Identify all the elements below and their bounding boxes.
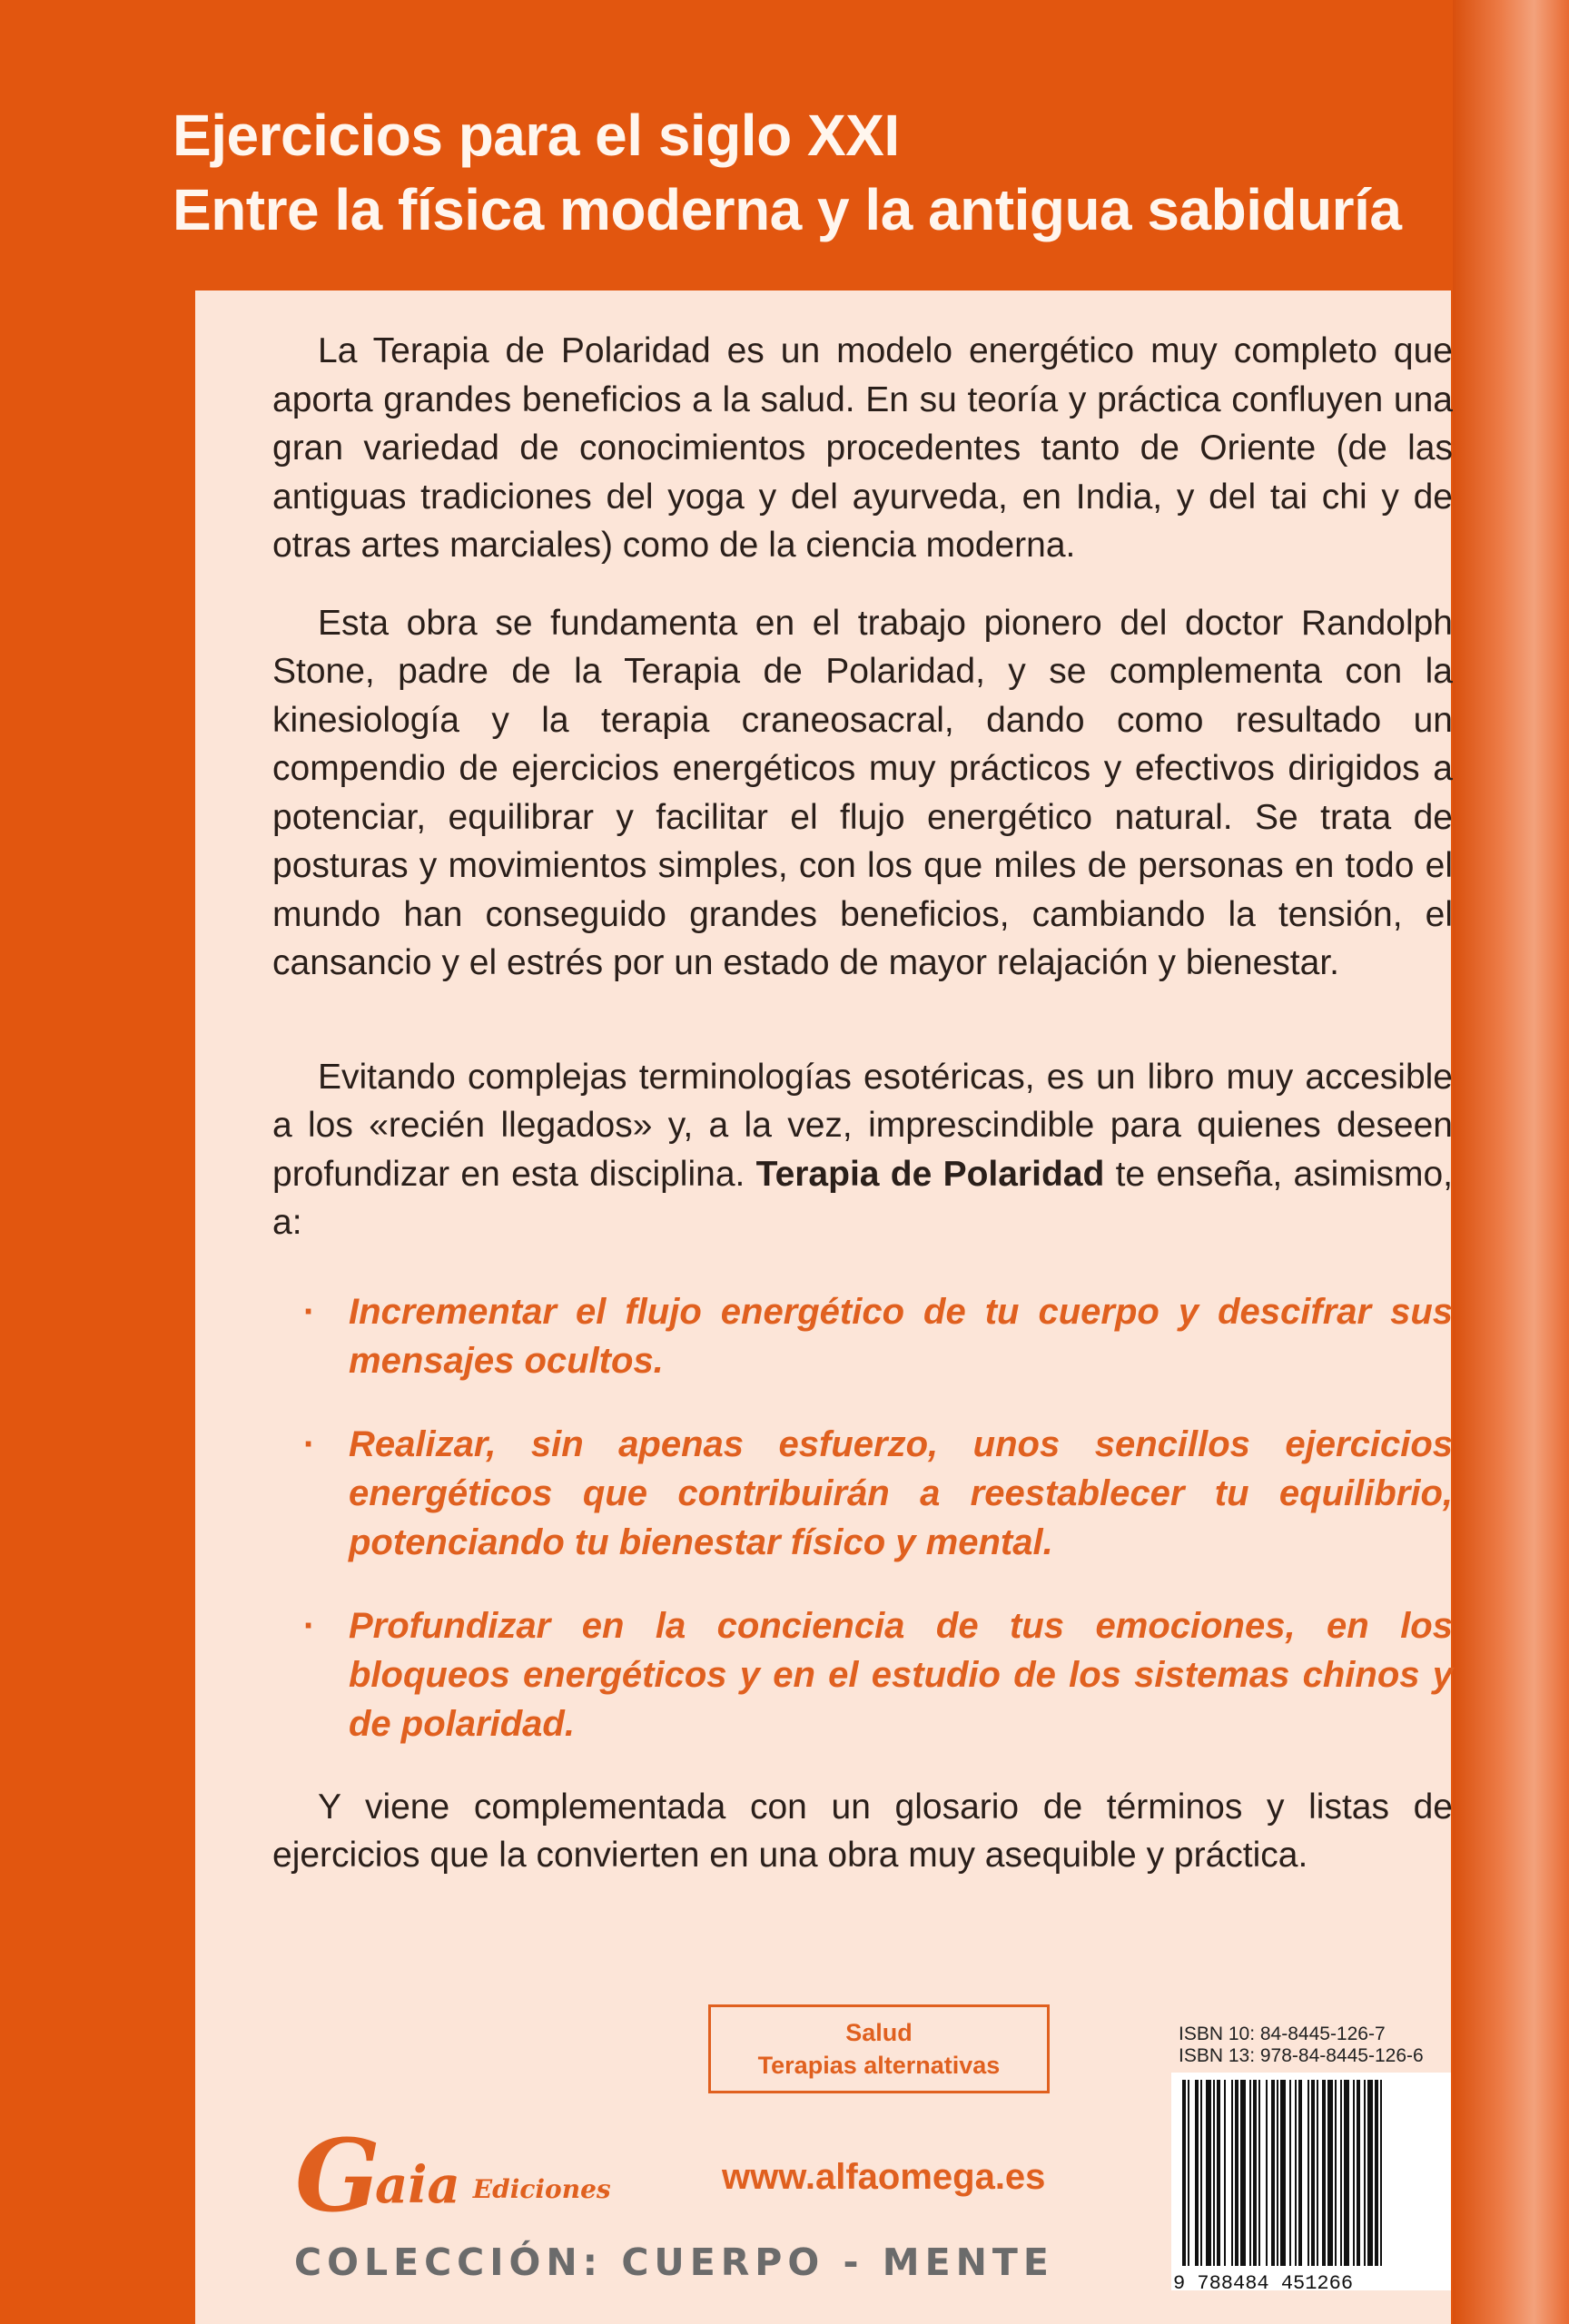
barcode-bar: [1253, 2080, 1257, 2266]
paragraph-2: Esta obra se fundamenta en el trabajo pionero del doctor Randolph Stone, padre de la Terapia de Polaridad, y se complementa con la kinesiología y la terapia craneosacral, dando como resultado un compendio de ejercicios energéticos muy prácticos y efectivos dirigidos a potenciar, equilibrar y facilitar el flujo energético natural. Se trata de posturas y movimientos simples, con los que miles de personas en todo el mundo han conseguido grandes beneficios, cambiando la tensión, el cansancio y el estrés por un estado de mayor relajación y bienestar.: [272, 603, 1453, 982]
benefit-list: [272, 1287, 1453, 1748]
barcode-bar: [1277, 2080, 1278, 2266]
barcode-bar: [1224, 2080, 1226, 2266]
barcode-bar: [1295, 2080, 1297, 2266]
barcode-bar: [1364, 2080, 1366, 2266]
category-line-2: Terapias alternativas: [757, 2052, 1001, 2079]
bullet-mark: ·: [303, 1605, 316, 1646]
barcode-bar: [1311, 2080, 1315, 2266]
publisher-imprint: Ediciones: [472, 2174, 611, 2204]
paragraph-1: La Terapia de Polaridad es un modelo energético muy completo que aporta grandes beneficios a la salud. En su teoría y práctica confluyen una gran variedad de conocimientos procedentes tanto de Oriente (de las antiguas tradiciones del yoga y del ayurveda, en India, y del tai chi y de otras artes marciales) como de la ciencia moderna.: [272, 331, 1453, 565]
paragraph-4: Y viene complementada con un glosario de términos y listas de ejercicios que la convierten en una obra muy asequible y práctica.: [272, 1787, 1453, 1875]
publisher-url[interactable]: www.alfaomega.es: [722, 2157, 1046, 2197]
barcode-bar: [1271, 2080, 1275, 2266]
paragraph-3: [272, 1053, 1453, 1247]
barcode-bar: [1266, 2080, 1268, 2266]
list-item-text: Incrementar el flujo energético de tu cuerpo y descifrar sus mensajes ocultos.: [349, 1291, 1453, 1381]
barcode-bar: [1308, 2080, 1309, 2266]
barcode-bars-icon: [1182, 2080, 1440, 2266]
category-box: [708, 2004, 1050, 2093]
barcode-bar: [1200, 2080, 1202, 2266]
barcode-bar: [1335, 2080, 1337, 2266]
barcode-bar: [1367, 2080, 1373, 2266]
barcode-bar: [1280, 2080, 1286, 2266]
paragraph-3-start: Evitando complejas terminologías esotéricas, es un libro muy accesible a los «recién llegados» y, a la vez, imprescindible para quienes deseen profundizar en esta disciplina.: [272, 1057, 1453, 1194]
barcode-bar: [1289, 2080, 1291, 2266]
barcode-bar: [1258, 2080, 1260, 2266]
barcode-bar: [1249, 2080, 1251, 2266]
header-line-1: Ejercicios para el siglo XXI: [173, 103, 900, 168]
bullet-mark: ·: [303, 1423, 316, 1464]
logo-letter: G: [295, 2117, 380, 2234]
paragraph-3-end: te enseña, asimismo, a:: [272, 1154, 1453, 1242]
back-cover-text: [272, 327, 1453, 1909]
barcode-bar: [1298, 2080, 1302, 2266]
category-line-1: Salud: [845, 2019, 913, 2046]
collection-label: COLECCIÓN: CUERPO - MENTE: [294, 2240, 1054, 2284]
barcode-bar: [1235, 2080, 1238, 2266]
barcode-bar: [1195, 2080, 1199, 2266]
isbn-10: ISBN 10: 84-8445-126-7: [1179, 2024, 1386, 2044]
list-item: [272, 1601, 1453, 1748]
barcode-bar: [1240, 2080, 1246, 2266]
barcode-bar: [1231, 2080, 1233, 2266]
barcode: [1171, 2073, 1451, 2295]
header-line-2: Entre la física moderna y la antigua sabiduría: [173, 177, 1402, 242]
barcode-bar: [1217, 2080, 1220, 2266]
barcode-bar: [1206, 2080, 1211, 2266]
barcode-bar: [1353, 2080, 1355, 2266]
barcode-bar: [1188, 2080, 1189, 2266]
list-item: [272, 1420, 1453, 1567]
barcode-bar: [1375, 2080, 1378, 2266]
barcode-bar: [1182, 2080, 1186, 2266]
isbn-13: ISBN 13: 978-84-8445-126-6: [1179, 2045, 1424, 2066]
barcode-bar: [1340, 2080, 1342, 2266]
list-item: [272, 1287, 1453, 1385]
bullet-mark: ·: [303, 1291, 316, 1332]
logo-word: aia: [374, 2155, 460, 2215]
barcode-bar: [1357, 2080, 1360, 2266]
barcode-bar: [1327, 2080, 1333, 2266]
spine-edge: [1453, 0, 1569, 2324]
barcode-digits: 9 788484 451266: [1173, 2272, 1354, 2295]
barcode-bar: [1344, 2080, 1349, 2266]
barcode-bar: [1380, 2080, 1382, 2266]
isbn-block: [1179, 2024, 1424, 2067]
book-title-inline: Terapia de Polaridad: [755, 1154, 1105, 1194]
barcode-bar: [1322, 2080, 1326, 2266]
publisher-logo: [295, 2117, 611, 2234]
cover-header: [173, 98, 1462, 247]
barcode-bar: [1213, 2080, 1215, 2266]
list-item-text: Profundizar en la conciencia de tus emociones, en los bloqueos energéticos y en el estudio de los sistemas chinos y de polaridad.: [349, 1605, 1453, 1744]
barcode-bar: [1317, 2080, 1318, 2266]
list-item-text: Realizar, sin apenas esfuerzo, unos sencillos ejercicios energéticos que contribuirán a reestablecer tu equilibrio, potenciando tu bienestar físico y mental.: [349, 1423, 1453, 1562]
